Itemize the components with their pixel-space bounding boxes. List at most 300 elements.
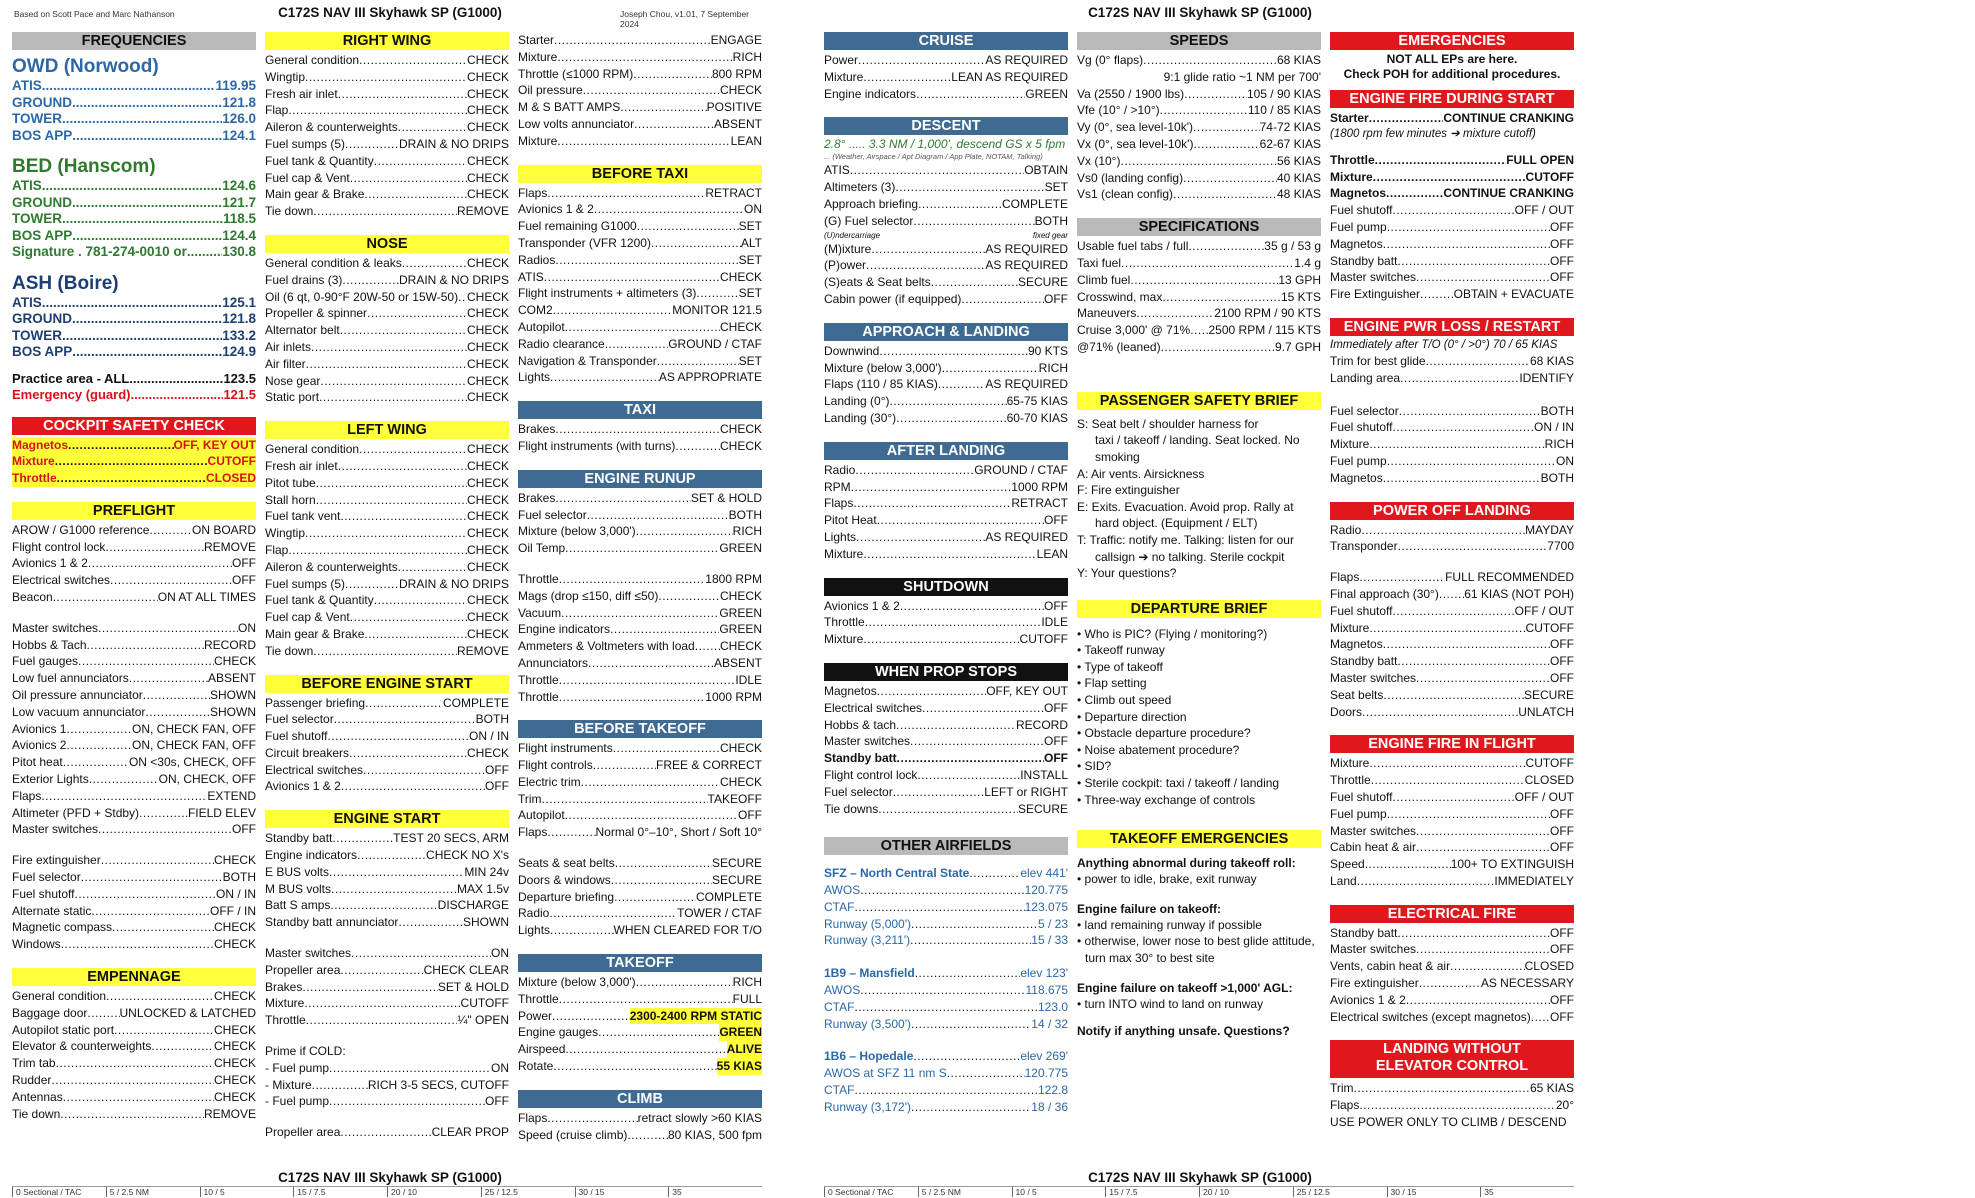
row-label: Runway (3,172') [824,1099,911,1114]
row-leader [98,620,238,637]
empennage-section [12,968,256,1122]
row-value: CONTINUE CRANKING [1443,111,1574,125]
row-leader [969,865,1020,882]
checklist-row [824,683,1068,700]
page-title-left: C172S NAV III Skyhawk SP (G1000) [278,5,502,20]
checklist-row [265,373,509,390]
checklist-row [1330,839,1574,856]
row-value: CHECK [466,53,509,67]
checklist-row [518,689,762,706]
row-label: Transponder (VFR 1200) [518,235,651,250]
row-label: Air inlets [265,339,312,354]
row-value: CUTOFF [460,996,509,1011]
passenger-section [1077,392,1321,582]
row-leader [98,821,232,838]
row-label: Electric trim [518,774,581,789]
row-value: CHECK [213,853,256,868]
row-value: RICH [732,524,762,539]
frequency-value: 121.8 [222,94,256,110]
row-value: OFF / OUT [1514,603,1574,618]
row-label: Landing (0°) [824,394,890,409]
row-leader [565,540,719,557]
checklist-row [518,82,762,99]
passenger-brief-line: taxi / takeoff / landing. Seat locked. No [1095,433,1300,448]
row-value: ON [744,202,762,217]
row-label: Standby batt [1330,253,1398,268]
row-leader [559,689,706,706]
row-leader [374,592,467,609]
power-off-list-2 [1330,569,1574,720]
passenger-brief-line: Y: Your questions? [1077,566,1177,581]
row-value: 65 KIAS [1529,1081,1574,1096]
row-leader [557,49,732,66]
checklist-row [1330,975,1574,992]
checklist-row [1077,186,1321,203]
row-label: Throttle [518,571,559,586]
checklist-row [265,170,509,187]
row-label: Mixture [1330,756,1370,771]
row-label: Ammeters & Voltmeters with load [518,639,695,654]
checklist-row [824,882,1068,899]
checklist-row [824,784,1068,801]
row-leader [1398,538,1548,555]
row-value: 123.075 [1024,899,1068,914]
row-label: Avionics 1 & 2 [265,779,341,794]
row-value: CHECK [466,559,509,574]
row-leader [1357,873,1495,890]
row-label: CTAF [824,999,855,1014]
pwr-loss-note: Immediately after T/O (0° / >0°) 70 / 65 KIAS [1330,338,1558,351]
checklist-row [518,774,762,791]
row-label: CTAF [824,899,855,914]
checklist-row [1330,670,1574,687]
row-leader [542,791,708,808]
row-label: Land [1330,873,1357,888]
taxi-section [518,401,762,455]
row-value: SHOWN [463,915,509,930]
shutdown-title: SHUTDOWN [824,578,1068,596]
row-leader [57,470,206,487]
row-label: Fuel sumps (5) [265,576,346,591]
row-leader [316,492,467,509]
row-label: Fuel shutoff [1330,603,1393,618]
checklist-row [12,886,256,903]
row-leader [557,133,730,150]
row-label: General condition & leaks [265,255,402,270]
row-value: IDENTIFY [1519,370,1574,385]
checklist-row [265,69,509,86]
row-leader [565,319,720,336]
row-label: @71% (leaned) [1077,339,1161,354]
row-value: CHECK [466,458,509,473]
descent-glide: 2.8° ..... 3.3 NM / 1,000', descend GS x 5 fpm [824,137,1066,152]
row-label: Hobbs & tach [824,717,897,732]
row-leader [458,289,467,306]
row-label: Windows [12,937,61,952]
frequency-label: ATIS [12,178,42,193]
row-label: Standby batt [1330,654,1398,669]
row-leader [302,979,438,996]
checklist-row [518,133,762,150]
row-label: Fuel cap & Vent [265,170,350,185]
cockpit-safety-list [12,437,256,487]
row-leader [583,82,720,99]
checklist-row [518,438,762,455]
frequencies-section [12,32,256,404]
departure-item: • Obstacle departure procedure? [1077,725,1321,742]
row-label: Alternate static [12,903,92,918]
frequency-leader [62,111,222,128]
prop-stops-section [824,663,1068,817]
scale-tick: 30 / 15 [575,1187,669,1197]
checklist-row [1330,806,1574,823]
row-leader [588,655,714,672]
row-leader [364,186,467,203]
row-value: CHECK [466,442,509,457]
speeds-title: SPEEDS [1077,32,1321,50]
row-leader [1392,419,1534,436]
row-value: SHOWN [210,688,256,703]
row-value: DRAIN & NO DRIPS [398,576,509,591]
checklist-row [518,32,762,49]
other-airfields-section [824,837,1068,1115]
row-label: Landing area [1330,370,1401,385]
row-value: CHECK [466,339,509,354]
descent-glide-note: ... (Weather, Airspace / Apt Diagram / App Plate, NOTAM, Talking) [824,152,1043,162]
row-leader [1416,839,1550,856]
row-leader [554,32,711,49]
checklist-row [12,1089,256,1106]
row-label: Avionics 1 & 2 [824,598,900,613]
checklist-row [265,897,509,914]
row-label: Magnetos [12,437,69,452]
row-value: GREEN [719,541,762,556]
scale-tick: 10 / 5 [1012,1187,1106,1197]
row-label: Vx (10°) [1077,153,1121,168]
departure-item: • Takeoff runway [1077,642,1321,659]
airfields-list [824,865,1068,1115]
row-label: M & S BATT AMPS [518,100,621,115]
row-leader [1399,403,1541,420]
row-value: 2100 RPM / 90 KTS [1214,306,1321,321]
row-label: E BUS volts [265,864,330,879]
row-label: Oil (6 qt, 0-90°F 20W-50 or 15W-50) [265,289,459,304]
row-label: Flaps [1330,1098,1360,1113]
passenger-brief-line: callsign ➔ no talking. Sterile cockpit [1095,549,1285,564]
scale-bar-left [12,1186,762,1197]
row-leader [1193,136,1259,153]
row-label: Runway (3,211') [824,933,911,948]
row-value: 2500 RPM / 115 KTS [1208,323,1321,338]
row-label: Throttle [518,672,559,687]
row-leader [1383,236,1550,253]
row-value: OFF [1550,236,1574,251]
checklist-row [518,974,762,991]
before-takeoff-list [518,740,762,939]
checklist-row [518,605,762,622]
row-leader [549,905,677,922]
row-value: 120.775 [1024,883,1068,898]
row-leader [555,252,738,269]
engine-start-title: ENGINE START [265,810,509,828]
checklist-row [824,376,1068,393]
checklist-row [518,740,762,757]
row-value: CUTOFF [1525,620,1574,635]
row-leader [316,475,467,492]
row-label: Flight instruments [518,741,613,756]
frequency-row [12,95,256,112]
power-off-title: POWER OFF LANDING [1330,502,1574,520]
row-leader [1387,806,1550,823]
row-value: ON, CHECK, OFF [158,772,256,787]
checklist-row [1330,704,1574,721]
checklist-row [518,1041,762,1058]
row-label: Throttle [518,689,559,704]
row-label: 1B9 – Mansfield [824,966,915,981]
row-label: Oil pressure [518,83,583,98]
checklist-row [824,767,1068,784]
row-value: 20° [1555,1098,1574,1113]
row-value: GROUND / CTAF [974,462,1068,477]
emergency-heading: Engine failure on takeoff >1,000' AGL: [1077,980,1293,995]
row-value: OFF / OUT [1514,203,1574,218]
row-value: 80 KIAS, 500 fpm [667,1127,762,1142]
checklist-row [265,728,509,745]
checklist-row [265,643,509,660]
row-label: Autopilot [518,319,565,334]
row-label: Main gear & Brake [265,187,365,202]
row-leader [143,687,210,704]
row-value: FULL OPEN [1506,152,1574,167]
checklist-row [1330,772,1574,789]
row-label: Batt S amps [265,898,331,913]
row-label: Beacon [12,590,53,605]
row-label: Landing (30°) [824,410,897,425]
right-col-3 [1330,32,1574,1146]
row-value: BOTH [1034,213,1068,228]
row-label: Cabin power (if equipped) [824,291,962,306]
row-label: Engine indicators [824,86,917,101]
departure-item: • Sterile cockpit: taxi / takeoff / landing [1077,775,1321,792]
checklist-row [824,1065,1068,1082]
row-label: Fuel pump [1330,806,1387,821]
row-value: GROUND / CTAF [668,336,762,351]
row-leader [349,745,467,762]
checklist-row [12,1106,256,1123]
row-leader [1531,1009,1550,1026]
row-value: SECURE [711,872,762,887]
row-leader [910,932,1031,949]
row-value: 123.0 [1037,999,1068,1014]
scale-tick: 30 / 15 [1387,1187,1481,1197]
checklist-row [12,453,256,470]
row-label: Magnetos [1330,637,1383,652]
row-leader [151,1038,214,1055]
row-value: GREEN [719,605,762,620]
row-leader [106,988,214,1005]
row-leader [63,754,129,771]
checklist-row [265,339,509,356]
frequency-value: 124.9 [222,344,256,359]
row-value: CHECK [719,774,762,789]
row-leader [675,438,720,455]
departure-title: DEPARTURE BRIEF [1077,600,1321,618]
airfield-block [824,965,1068,1032]
frequency-leader [42,295,222,312]
row-leader [68,437,174,454]
checklist-row [518,235,762,252]
row-label: Wingtip [265,526,306,541]
frequency-row [12,128,256,145]
checklist-row [1077,305,1321,322]
row-value: BOTH [222,870,256,885]
row-value: CHECK [466,390,509,405]
row-label: AROW / G1000 reference [12,522,150,537]
checklist-row [265,475,509,492]
row-label: Flaps (110 / 85 KIAS) [824,377,938,392]
checklist-row [518,991,762,1008]
row-leader [110,572,232,589]
checklist-row [1077,136,1321,153]
row-label: (P)ower [824,258,867,273]
row-label: Mixture [1330,437,1370,452]
row-label: - Fuel pump [265,1060,330,1075]
checklist-row [518,922,762,939]
row-label: Master switches [1330,270,1417,285]
row-value: ALIVE [726,1042,762,1057]
row-value: 122.8 [1037,1083,1068,1098]
row-value: AS REQUIRED [985,377,1068,392]
row-leader [915,965,1021,982]
start-continued-list [518,32,762,150]
right-col-2 [1077,32,1321,1054]
row-leader [633,66,712,83]
row-value: REMOVE [203,1106,256,1121]
row-leader [917,767,1020,784]
checklist-row [12,1072,256,1089]
row-label: Fuel tank & Quantity [265,593,374,608]
row-label: Altimeters (3) [824,180,896,195]
taxi-title: TAXI [518,401,762,419]
checklist-row [518,621,762,638]
row-value: IDLE [735,672,762,687]
row-leader [320,373,467,390]
row-value: CUTOFF [1525,756,1574,771]
checklist-row [12,869,256,886]
emergencies-title: EMERGENCIES [1330,32,1574,50]
row-leader [1184,86,1247,103]
row-value: CHECK [719,588,762,603]
checklist-row [824,343,1068,360]
checklist-row [518,588,762,605]
row-leader [1362,704,1518,721]
row-value: 65-75 KIAS [1006,394,1068,409]
row-leader [896,717,1016,734]
row-label: Climb fuel [1077,272,1131,287]
row-value: FIELD ELEV [187,805,256,820]
row-leader [878,801,1018,818]
row-label: General condition [12,989,107,1004]
row-value: RECORD [203,637,256,652]
checklist-row [1330,941,1574,958]
checklist-row [1077,153,1321,170]
emergency-items [1077,917,1321,967]
emergency-row: Emergency (guard) ..... 121.5 [12,387,256,404]
row-label: AWOS at SFZ 11 nm S [824,1066,947,1081]
row-value: AS APPROPRIATE [658,370,762,385]
row-label: Lights [824,529,857,544]
checklist-row [824,1099,1068,1116]
row-label: Fuel selector [518,507,587,522]
checklist-row [265,492,509,509]
row-value: BOTH [728,507,762,522]
row-value: FREE & CORRECT [655,758,762,773]
checklist-row [824,274,1068,291]
frequency-leader [62,328,222,345]
checklist-row [518,353,762,370]
row-value: CHECK [466,255,509,270]
row-value: CHECK [466,153,509,168]
row-label: Low fuel annunciators [12,671,129,686]
right-wing-list [265,52,509,220]
row-leader [553,302,673,319]
row-value: INSTALL [1020,767,1068,782]
checklist-row [1330,586,1574,603]
row-label: Fuel pump [1330,219,1387,234]
row-leader [636,974,733,991]
checklist-row [824,360,1068,377]
checklist-row [1330,286,1574,303]
checklist-row [265,1093,509,1110]
checklist-row [1330,992,1574,1009]
row-value: ON / IN [215,886,256,901]
row-value: ON [238,620,256,635]
row-leader [1383,636,1550,653]
row-leader [879,343,1028,360]
row-leader [51,1072,214,1089]
row-value: ON [491,1060,509,1075]
empennage-title: EMPENNAGE [12,968,256,986]
row-value: ALT [740,235,762,250]
row-leader [922,700,1044,717]
row-value: 100+ TO EXTINGUISH [1450,857,1574,872]
checklist-row [1077,322,1321,339]
passenger-brief-line: F: Fire extinguisher [1077,483,1180,498]
checklist-row [1330,538,1574,555]
right-wing-section [265,32,509,220]
row-leader [559,571,706,588]
checklist-row [1330,436,1574,453]
row-leader [341,778,485,795]
checklist-row [1330,370,1574,387]
row-label: Flaps [518,185,548,200]
row-leader [56,1055,214,1072]
row-value: 56 KIAS [1276,153,1321,168]
row-value: OFF [1550,1009,1574,1024]
row-leader [53,589,158,606]
frequency-leader [42,178,222,195]
cockpit-safety-section [12,417,256,487]
page-title-right: C172S NAV III Skyhawk SP (G1000) [1088,5,1312,20]
row-leader [594,201,744,218]
row-label: Pitot Heat [824,513,877,528]
row-value: ENGAGE [710,33,762,47]
checklist-row [12,670,256,687]
row-label: Brakes [265,979,303,994]
right-wing-title: RIGHT WING [265,32,509,50]
row-label: Mixture [1330,169,1373,184]
row-value: 5 / 23 [1037,916,1068,931]
